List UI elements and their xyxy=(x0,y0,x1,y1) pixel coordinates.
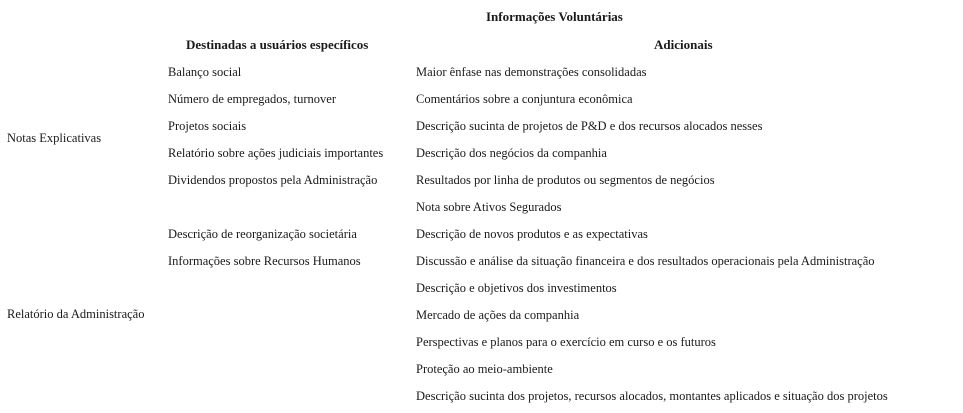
table-title: Informações Voluntárias xyxy=(486,9,623,24)
additional-item: Mercado de ações da companhia xyxy=(416,308,580,322)
additional-item: Descrição sucinta dos projetos, recursos alocados, montantes aplicados e situação dos projetos xyxy=(416,389,888,403)
additional-item: Resultados por linha de produtos ou segmentos de negócios xyxy=(416,173,715,187)
additional-item: Descrição dos negócios da companhia xyxy=(416,146,607,160)
additional-item: Perspectivas e planos para o exercício em curso e os futuros xyxy=(416,335,716,349)
specific-item: Informações sobre Recursos Humanos xyxy=(168,254,361,268)
column-header-additional: Adicionais xyxy=(654,37,713,52)
row-label-notes: Notas Explicativas xyxy=(7,131,102,145)
specific-item: Projetos sociais xyxy=(168,119,247,133)
additional-item: Descrição e objetivos dos investimentos xyxy=(416,281,617,295)
specific-item: Balanço social xyxy=(168,65,242,79)
specific-item: Relatório sobre ações judiciais importantes xyxy=(168,146,384,160)
additional-item: Proteção ao meio-ambiente xyxy=(416,362,553,376)
specific-item: Descrição de reorganização societária xyxy=(168,227,357,241)
additional-item: Descrição sucinta de projetos de P&D e dos recursos alocados nesses xyxy=(416,119,763,133)
additional-item: Discussão e análise da situação financeira e dos resultados operacionais pela Administração xyxy=(416,254,875,268)
additional-item: Maior ênfase nas demonstrações consolidadas xyxy=(416,65,647,79)
specific-item: Número de empregados, turnover xyxy=(168,92,336,106)
row-label-management-report: Relatório da Administração xyxy=(7,307,145,321)
additional-item: Descrição de novos produtos e as expectativas xyxy=(416,227,648,241)
additional-item: Nota sobre Ativos Segurados xyxy=(416,200,562,214)
additional-item: Comentários sobre a conjuntura econômica xyxy=(416,92,633,106)
column-header-specific-users: Destinadas a usuários específicos xyxy=(186,37,369,52)
specific-item: Dividendos propostos pela Administração xyxy=(168,173,378,187)
